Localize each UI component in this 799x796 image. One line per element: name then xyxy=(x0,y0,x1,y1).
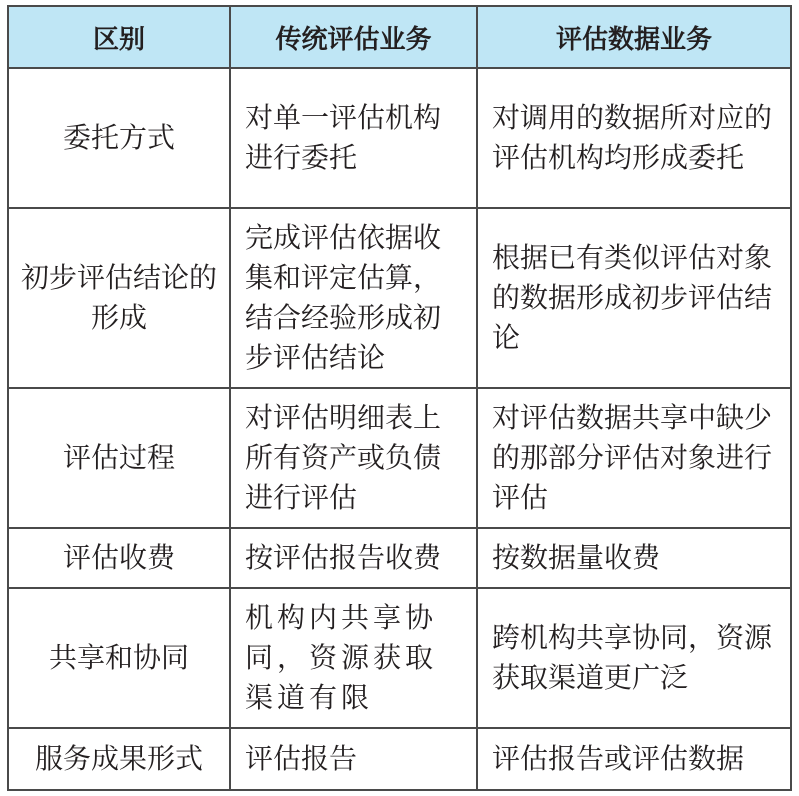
data-business-cell: 跨机构共享协同，资源获取渠道更广泛 xyxy=(477,588,791,728)
data-business-cell: 评估报告或评估数据 xyxy=(477,728,791,790)
comparison-table-container xyxy=(7,5,790,790)
traditional-cell: 评估报告 xyxy=(230,728,477,790)
traditional-cell: 按评估报告收费 xyxy=(230,528,477,588)
data-business-cell: 根据已有类似评估对象的数据形成初步评估结论 xyxy=(477,208,791,388)
row-label: 评估过程 xyxy=(8,388,230,528)
table-row xyxy=(8,388,791,528)
row-label: 服务成果形式 xyxy=(8,728,230,790)
table-row xyxy=(8,588,791,728)
row-label: 委托方式 xyxy=(8,68,230,208)
header-traditional: 传统评估业务 xyxy=(230,6,477,68)
row-label: 初步评估结论的形成 xyxy=(8,208,230,388)
row-label: 共享和协同 xyxy=(8,588,230,728)
header-row xyxy=(8,6,791,68)
data-business-cell: 按数据量收费 xyxy=(477,528,791,588)
table-row xyxy=(8,208,791,388)
data-business-cell: 对评估数据共享中缺少的那部分评估对象进行评估 xyxy=(477,388,791,528)
table-row xyxy=(8,728,791,790)
header-difference: 区别 xyxy=(8,6,230,68)
comparison-table xyxy=(7,5,792,791)
traditional-cell: 对评估明细表上所有资产或负债进行评估 xyxy=(230,388,477,528)
table-row xyxy=(8,68,791,208)
traditional-cell: 对单一评估机构进行委托 xyxy=(230,68,477,208)
data-business-cell: 对调用的数据所对应的评估机构均形成委托 xyxy=(477,68,791,208)
header-data-business: 评估数据业务 xyxy=(477,6,791,68)
traditional-cell: 完成评估依据收集和评定估算，结合经验形成初步评估结论 xyxy=(230,208,477,388)
table-row xyxy=(8,528,791,588)
traditional-cell: 机构内共享协同，资源获取渠道有限 xyxy=(230,588,477,728)
row-label: 评估收费 xyxy=(8,528,230,588)
